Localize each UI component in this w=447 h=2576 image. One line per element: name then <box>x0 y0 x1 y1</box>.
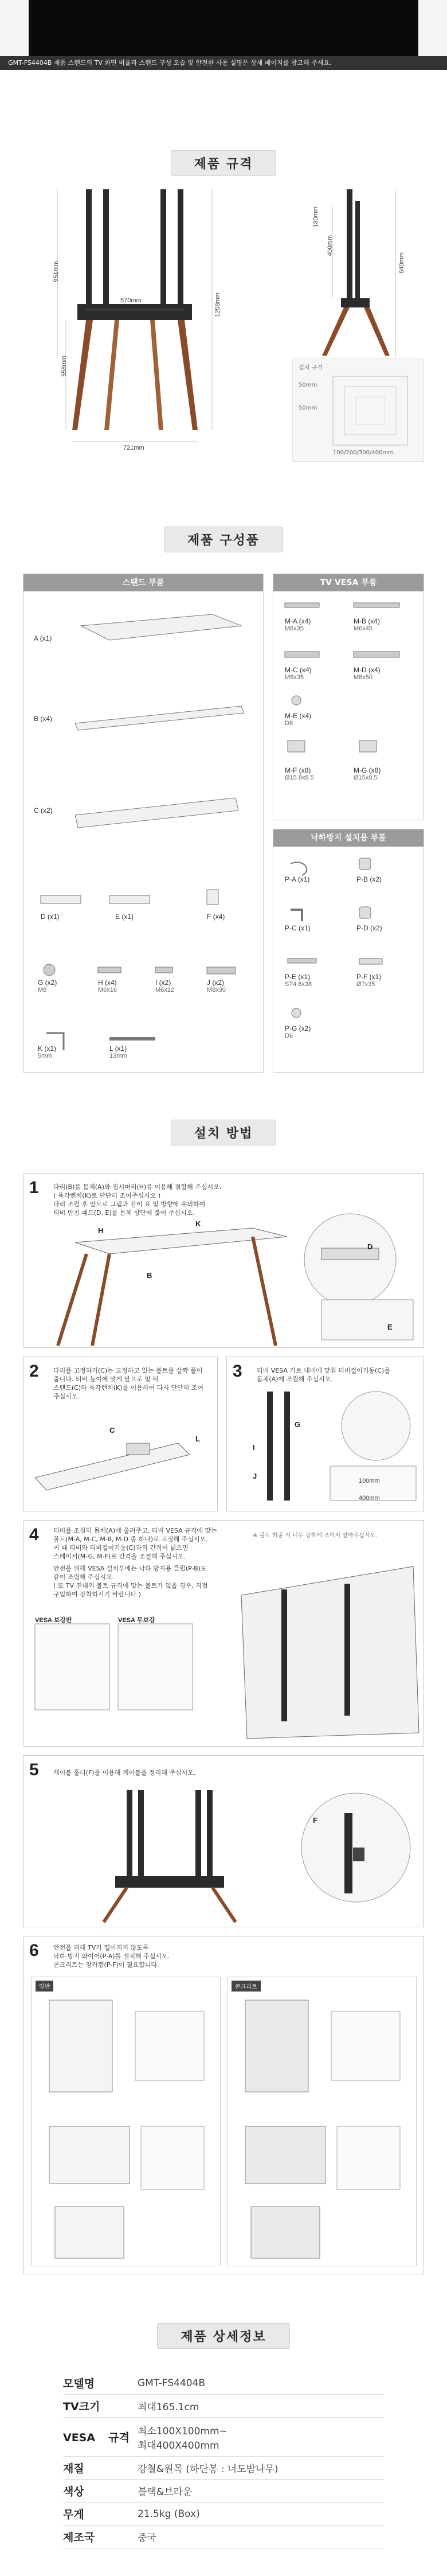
part-label <box>285 1024 311 1039</box>
part-label <box>155 979 174 993</box>
detail-key: VESA 규격 <box>63 2431 130 2444</box>
part-label: P-A (x1) <box>285 875 310 883</box>
callout-label: E <box>387 1323 393 1331</box>
step-2-drawing <box>23 1357 218 1512</box>
warning-note: ※ 볼트 하중 시 너무 강하게 조이지 말아주십시오. <box>253 1533 378 1539</box>
part-label <box>285 666 312 681</box>
callout-label: J <box>253 1472 257 1480</box>
section-heading-composition <box>0 527 447 552</box>
step-line: 스탠드(C)와 육각렌치(K)를 이용하여 다시 단단히 조여주십시오. <box>53 1384 204 1400</box>
detail-value: 21.5kg (Box) <box>138 2508 200 2520</box>
part-label: B (x4) <box>34 715 53 723</box>
part-id: M-G (x8) <box>354 766 381 774</box>
part-sub: Ø15x8.5 <box>354 774 378 781</box>
step-line: 안전을 위해 TV가 떨어지지 않도록 <box>53 1944 149 1951</box>
callout-label: C <box>109 1426 115 1435</box>
concrete-install-drawing <box>228 1977 417 2267</box>
detail-key: 색상 <box>63 2485 84 2498</box>
detail-row <box>63 2372 384 2395</box>
part-label <box>38 979 57 993</box>
step-line: ( 육각렌치(K)로 단단히 조여주십시오 ) <box>53 1192 161 1199</box>
part-label: P-B (x2) <box>356 875 382 883</box>
dim-width-top: 570mm <box>120 297 142 304</box>
part-sub: 13mm <box>109 1053 127 1059</box>
part-label <box>109 1045 127 1059</box>
section-heading-details <box>0 2323 447 2349</box>
detail-value: 중국 <box>138 2532 156 2544</box>
step-line: 같이 조립해 주십시오. <box>53 1573 115 1581</box>
stand-parts-panel <box>23 574 264 1073</box>
part-sub: M8x50 <box>354 674 373 681</box>
step-line: 콘크리트는 앙카캡(P-F)이 필요합니다. <box>53 1961 159 1969</box>
part-id: P-G (x2) <box>285 1024 311 1032</box>
step-number: 6 <box>29 1941 39 1960</box>
detail-row <box>63 2395 384 2418</box>
part-id: G (x2) <box>38 979 57 987</box>
section-title: 제품 규격 <box>171 150 277 176</box>
callout-label: I <box>253 1443 255 1452</box>
detail-row <box>63 2526 384 2548</box>
dim-height-mid: 951mm <box>53 261 60 282</box>
step-line: 다리를 고정하기(C)는 고정하고 있는 볼트를 살짝 풀어줍니다. 티비 높이에 맞게 앞으로 및 뒤 <box>53 1367 203 1383</box>
step-number: 4 <box>29 1525 39 1544</box>
step-5-drawing <box>23 1756 425 1928</box>
callout-label: B <box>147 1271 152 1280</box>
detail-value: 최대165.1cm <box>138 2402 199 2413</box>
part-label: E (x1) <box>115 913 134 921</box>
part-label: F (x4) <box>207 913 225 921</box>
part-sub: M6x12 <box>155 987 175 993</box>
step-line: 다리 조립 후 앞으로 그림과 같이 표 및 방향에 유의하여 <box>53 1201 206 1208</box>
step-line: 스페이서(M-G, M-F)로 간격을 조절해 주십시오. <box>53 1553 186 1560</box>
part-id: M-E (x4) <box>285 712 311 720</box>
dim-label: 400mm <box>359 1495 380 1502</box>
part-label: D (x1) <box>41 913 60 921</box>
part-label <box>207 979 226 993</box>
vesa-title: 설치 규격 <box>299 365 323 371</box>
callout-label: L <box>195 1435 200 1443</box>
composition-area <box>23 574 424 1073</box>
part-id: L (x1) <box>109 1045 127 1053</box>
panel-tag: 일반 <box>36 1981 53 1992</box>
details-table <box>63 2372 384 2548</box>
detail-value: GMT-FS4404B <box>138 2377 205 2389</box>
step-line: 이 때 티비와 티비걸이기둥(C)과의 간격이 넓으면 <box>53 1544 189 1552</box>
dim-leg: 558mm <box>61 356 68 377</box>
install-step-1 <box>23 1173 424 1348</box>
detail-key: 재질 <box>63 2462 84 2475</box>
detail-value-line: 최소100X100mm~ <box>138 2425 228 2437</box>
right-parts-panel <box>273 574 424 1073</box>
step-line: 몸체(A)에 조립해 주십시오. <box>257 1375 333 1383</box>
part-label <box>98 979 117 993</box>
hero-banner <box>0 0 447 70</box>
general-install-drawing <box>32 1977 221 2267</box>
detail-value-line: 최대400X400mm <box>138 2439 219 2452</box>
step-line: 낙하 방지 와이어(P-A)를 설치해 주십시오. <box>53 1953 170 1960</box>
fall-parts-head: 낙하방지 설치용 부품 <box>273 829 424 847</box>
dim-base: 721mm <box>123 445 144 451</box>
step-line: 구입하여 장착하시기 바랍니다 ) <box>53 1591 141 1598</box>
step-number: 2 <box>29 1362 39 1381</box>
step-line: 안전을 위해 VESA 설치부에는 낙하 방지용 클립(P-B)도 <box>53 1565 207 1572</box>
part-label: C (x2) <box>34 806 53 815</box>
step-4-drawing <box>23 1521 425 1747</box>
part-sub: 5mm <box>38 1053 52 1059</box>
detail-row <box>63 2503 384 2526</box>
step-text <box>53 1943 271 1969</box>
callout-label: D <box>367 1242 373 1251</box>
concrete-install-panel <box>228 1977 417 2266</box>
step-line: ( 또 TV 진내의 볼트 규격에 맞는 볼트가 없을 경우, 직접 <box>53 1582 208 1589</box>
part-id: I (x2) <box>155 979 171 987</box>
part-label <box>285 973 312 988</box>
install-step-6 <box>23 1936 424 2274</box>
detail-value <box>138 2423 384 2452</box>
detail-key: TV크기 <box>63 2400 100 2413</box>
install-step-5 <box>23 1755 424 1927</box>
dim-label: 100mm <box>359 1478 380 1484</box>
part-id: M-F (x8) <box>285 766 311 774</box>
dim-total-height: 1258mm <box>214 293 221 317</box>
dim-side-depth-top: 130mm <box>312 206 319 228</box>
detail-value: 강철&원목 (하단봉 : 너도밤나무) <box>138 2464 279 2475</box>
part-label <box>285 712 311 727</box>
step-text: 케이블 홀더(F)를 이용해 케이블을 정리해 주십시오. <box>53 1769 196 1776</box>
step-1-drawing <box>23 1174 425 1349</box>
section-heading-spec <box>0 150 447 176</box>
section-title: 제품 상세정보 <box>157 2323 289 2349</box>
step-3-drawing <box>227 1357 425 1512</box>
part-label <box>38 1045 56 1059</box>
tv-screen-image <box>29 0 418 57</box>
general-install-panel <box>32 1977 221 2266</box>
part-id: M-A (x4) <box>285 617 311 625</box>
part-label <box>285 766 314 781</box>
install-step-2 <box>23 1357 218 1511</box>
part-sub: D6 <box>285 1032 293 1039</box>
step-number: 3 <box>233 1362 242 1381</box>
vesa-grid-diagram <box>293 359 425 462</box>
part-label <box>354 617 380 632</box>
detail-row <box>63 2480 384 2503</box>
vesa-parts-panel <box>273 574 424 820</box>
install-step-4 <box>23 1520 424 1747</box>
detail-key: 무게 <box>63 2508 84 2521</box>
stand-parts-head: 스탠드 부품 <box>23 574 263 591</box>
detail-value: 블랙&브라운 <box>138 2487 193 2498</box>
part-sub: D8 <box>285 720 293 727</box>
step-number: 1 <box>29 1178 39 1197</box>
section-title: 제품 구성품 <box>164 527 283 552</box>
part-sub: M8x35 <box>285 674 304 681</box>
part-label <box>354 666 381 681</box>
dim-side-height: 640mm <box>398 252 405 274</box>
part-sub: Ø15.8x8.5 <box>285 774 314 781</box>
part-id: K (x1) <box>38 1045 57 1053</box>
vesa-w: 50mm <box>299 382 317 388</box>
part-sub: M6x45 <box>354 625 373 632</box>
step-line: 티비 받침 패드(D, E)를 몸체 상단에 붙여 주십시오. <box>53 1209 195 1217</box>
part-label: A (x1) <box>34 634 52 642</box>
vesa-parts-head: TV VESA 부품 <box>273 574 424 591</box>
hero-caption: GMT-FS4404B 제품 스탠드의 TV 화면 비율과 스탠드 구성 모습 및 안전한 사용 설명은 상세 페이지를 참고해 주세요. <box>0 56 447 70</box>
install-step-3 <box>226 1357 424 1511</box>
step-line: 티비 VESA 가로 내비에 맞춰 티비걸이기둥(C)을 <box>257 1367 390 1374</box>
part-id: P-E (x1) <box>285 973 311 981</box>
part-sub: M8 <box>38 987 47 993</box>
part-id: M-B (x4) <box>354 617 380 625</box>
part-label <box>356 973 381 988</box>
part-sub: ST4.8x38 <box>285 981 312 988</box>
step-line: 티비를 조심히 몸체(A)에 올려주고, 티비 VESA 규격에 맞는 <box>53 1527 217 1534</box>
detail-key: 제조국 <box>63 2531 95 2544</box>
part-sub: Ø7x35 <box>356 981 375 988</box>
step-number: 5 <box>29 1760 39 1779</box>
callout-label: H <box>98 1226 104 1235</box>
callout-label: G <box>295 1420 301 1429</box>
callout-label: F <box>313 1816 317 1825</box>
vesa-label: VESA 보강판 <box>35 1617 72 1624</box>
part-label <box>354 766 381 781</box>
spec-drawing <box>23 184 424 459</box>
section-heading-install <box>0 1120 447 1145</box>
part-label: P-D (x2) <box>356 924 382 932</box>
part-sub: M6x16 <box>98 987 117 993</box>
vesa-label: VESA 무보강 <box>118 1617 155 1624</box>
part-id: H (x4) <box>98 979 117 987</box>
panel-tag: 콘크리트 <box>232 1981 261 1992</box>
vesa-h: 50mm <box>299 405 317 411</box>
section-title: 설치 방법 <box>171 1120 277 1145</box>
step-line: 다리(B)를 몸체(A)와 접시머리(H)를 이용해 결합해 주십시오. <box>53 1183 222 1191</box>
callout-label: K <box>195 1219 201 1228</box>
part-sub: M6x35 <box>285 625 304 632</box>
part-id: M-C (x4) <box>285 666 312 674</box>
step-line: 볼트(M-A, M-C, M-B, M-D 중 하나)로 고정해 주십시오. <box>53 1536 208 1543</box>
part-id: P-F (x1) <box>356 973 382 981</box>
detail-row <box>63 2457 384 2480</box>
vesa-range: 100/200/300/400mm <box>333 450 394 456</box>
part-label <box>285 617 311 632</box>
detail-key: 모델명 <box>63 2378 95 2390</box>
vesa-spec-box <box>292 358 424 462</box>
part-sub: M8x30 <box>207 987 226 993</box>
part-id: J (x2) <box>207 979 224 987</box>
stand-parts-drawing <box>23 591 264 1073</box>
detail-row <box>63 2418 384 2457</box>
part-id: M-D (x4) <box>354 666 381 674</box>
part-label: P-C (x1) <box>285 924 311 932</box>
dim-side-mid: 400mm <box>327 235 334 256</box>
fall-parts-panel <box>273 829 424 1073</box>
